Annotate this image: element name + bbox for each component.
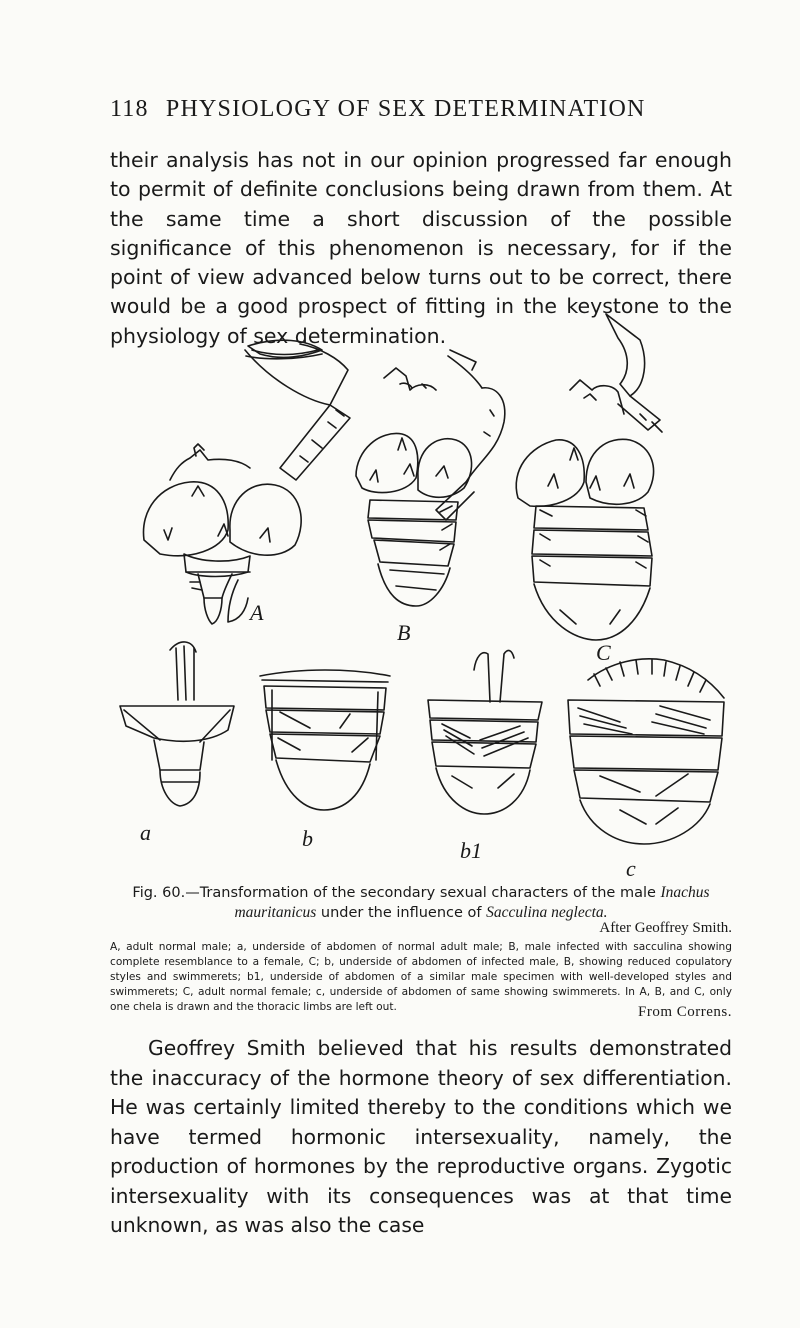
running-title: PHYSIOLOGY OF SEX DETERMINATION	[165, 96, 646, 122]
panel-b-drawing	[260, 670, 390, 810]
label-C: C	[596, 640, 611, 665]
caption-prefix: Fig. 60.—Transformation of the secondary sexual characters of the male	[132, 885, 656, 901]
figure-legend: A, adult normal male; a, underside of abdomen of normal adult male; B, male infected with sacculina showing complete resemblance to a female, C; b, underside of abdomen of infected male, B, showing reduced copulatory styles and swimmerets; b1, underside of abdomen of a similar male specimen with well-developed styles and swimmerets; C, adult normal female; c, underside of abdomen of same showing swimmerets. In A, B, and C, only one chela is drawn and the thoracic limbs are left out.	[110, 941, 732, 1013]
panel-C-drawing	[516, 314, 662, 640]
page-number: 118	[110, 96, 149, 122]
panel-a-drawing	[120, 642, 234, 806]
paragraph-1: their analysis has not in our opinion progressed far enough to permit of definite conclusions being drawn from them. At the same time a short discussion of the possible significance of this phenomenon is necessary, for if the point of view advanced below turns out to be correct, there would be a good prospect of fitting in the keystone to the physiology of sex determination.	[110, 148, 732, 348]
crab-illustration	[100, 310, 740, 880]
label-c: c	[626, 856, 636, 880]
panel-A-drawing	[143, 340, 350, 624]
label-A: A	[250, 600, 264, 625]
caption-parasite: Sacculina neglecta.	[486, 904, 608, 921]
caption-middle: under the influence of	[320, 905, 482, 921]
panel-c-drawing	[568, 659, 724, 844]
figure-credit-smith: After Geoffrey Smith.	[599, 920, 732, 936]
figure-credit-correns: From Correns.	[638, 1004, 732, 1020]
label-b: b	[302, 826, 313, 851]
label-a: a	[140, 820, 151, 845]
label-b1: b1	[460, 838, 482, 863]
running-header	[110, 96, 710, 123]
panel-b1-drawing	[428, 651, 542, 814]
caption-species: Inachus mauritanicus	[234, 884, 710, 921]
label-B: B	[397, 620, 411, 645]
paragraph-2: Geoffrey Smith believed that his results demonstrated the inaccuracy of the hormone theory of sex differentiation. He was certainly limited thereby to the conditions which we have termed hormonic intersexuality, namely, the production of hormones by the reproductive organs. Zygotic intersexuality with its consequences was at that time unknown, as was also the case	[110, 1036, 732, 1237]
panel-B-drawing	[356, 350, 505, 606]
figure-caption	[110, 883, 732, 923]
figure-60	[100, 310, 740, 880]
